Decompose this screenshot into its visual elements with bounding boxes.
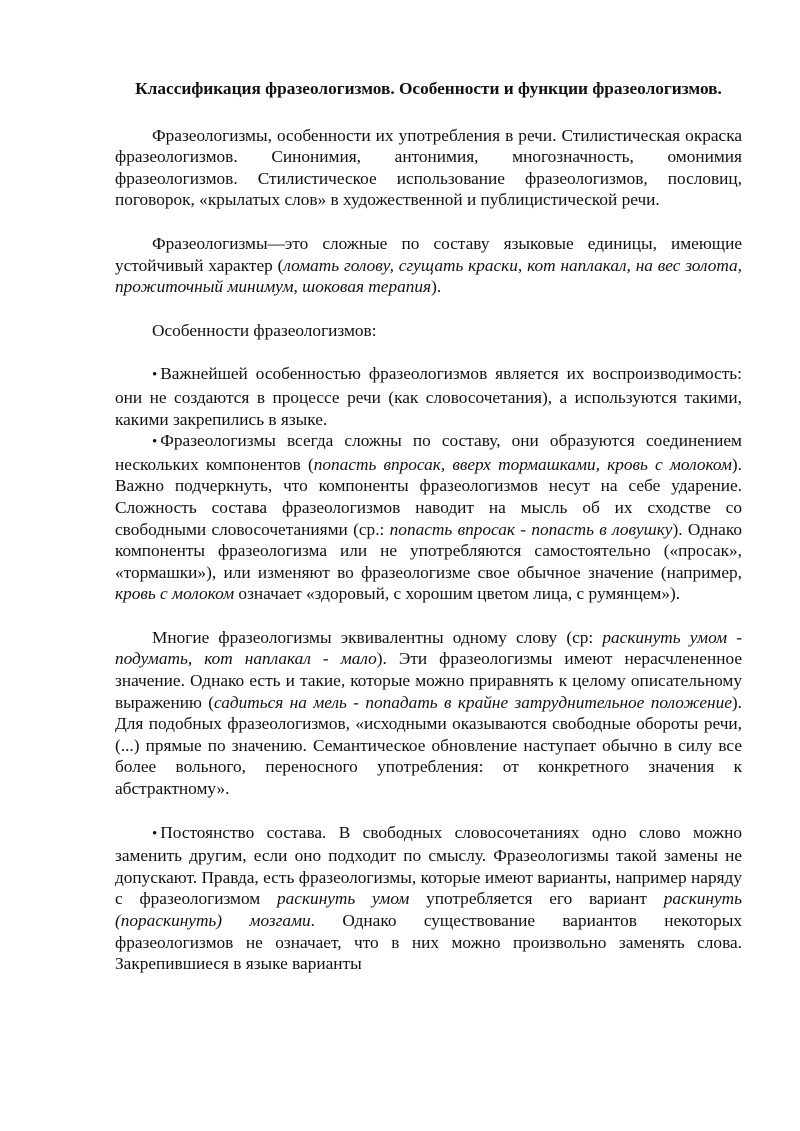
document-title: Классификация фразеологизмов. Особенности и функции фразеологизмов.: [135, 79, 722, 98]
bullet-complex-structure: • Фразеологизмы всегда сложны по составу, они образуются соединением нескольких компонентов (попасть впросак, вверх тормашками, кровь с молоком). Важно подчеркнуть, что компоненты фразеологизмов несут на себе ударение. Сложность состава фразеологизмов наводит на мысль об их сходстве со свободными словосочетаниями (ср.: попасть впросак - попасть в ловушку). Однако компоненты фразеологизма или не употребляются самостоятельно («просак», «тормашки»), или изменяют во фразеологизме свое обычное значение (например, кровь с молоком означает «здоровый, с хорошим цветом лица, с румянцем»).: [115, 431, 742, 604]
bullet-reproducibility: • Важнейшей особенностью фразеологизмов является их воспроизводимость: они не создаются в процессе речи (как словосочетания), а используются такими, какими закрепились в языке.: [115, 364, 742, 429]
bullet-constant-composition: • Постоянство состава. В свободных словосочетаниях одно слово можно заменить другим, если оно подходит по смыслу. Фразеологизмы такой замены не допускают. Правда, есть фразеологизмы, которые имеют варианты, например наряду с фразеологизмом раскинуть умом употребляется его вариант раскинуть (пораскинуть) мозгами. Однако существование вариантов некоторых фразеологизмов не означает, что в них можно произвольно заменять слова. Закрепившиеся в языке варианты: [115, 822, 743, 974]
bullet-icon: •: [152, 434, 158, 451]
bullet-icon: •: [152, 367, 158, 384]
bullet-icon: •: [152, 825, 158, 842]
definition-paragraph: Фразеологизмы—это сложные по составу языковые единицы, имеющие устойчивый характер (ломать голову, сгущать краски, кот наплакал, на вес золота, прожиточный минимум, шоковая терапия).: [115, 233, 742, 297]
equivalence-paragraph: Многие фразеологизмы эквивалентны одному слову (ср: раскинуть умом - подумать, кот наплакал - мало). Эти фразеологизмы имеют нерасчлененное значение. Однако есть и такие, которые можно приравнять к целому описательному выражению (садиться на мель - попадать в крайне затруднительное положение). Для подобных фразеологизмов, «исходными оказываются свободные обороты речи, (...) прямые по значению. Семантическое обновление наступает обычно в силу все более вольного, переносного употребления: от конкретного значения к абстрактному».: [115, 627, 742, 799]
intro-paragraph: Фразеологизмы, особенности их употребления в речи. Стилистическая окраска фразеологизмов. Синонимия, антонимия, многозначность, омонимия фразеологизмов. Стилистическое использование фразеологизмов, пословиц, поговорок, «крылатых слов» в художественной и публицистической речи.: [115, 125, 742, 210]
features-heading: Особенности фразеологизмов:: [152, 320, 377, 340]
